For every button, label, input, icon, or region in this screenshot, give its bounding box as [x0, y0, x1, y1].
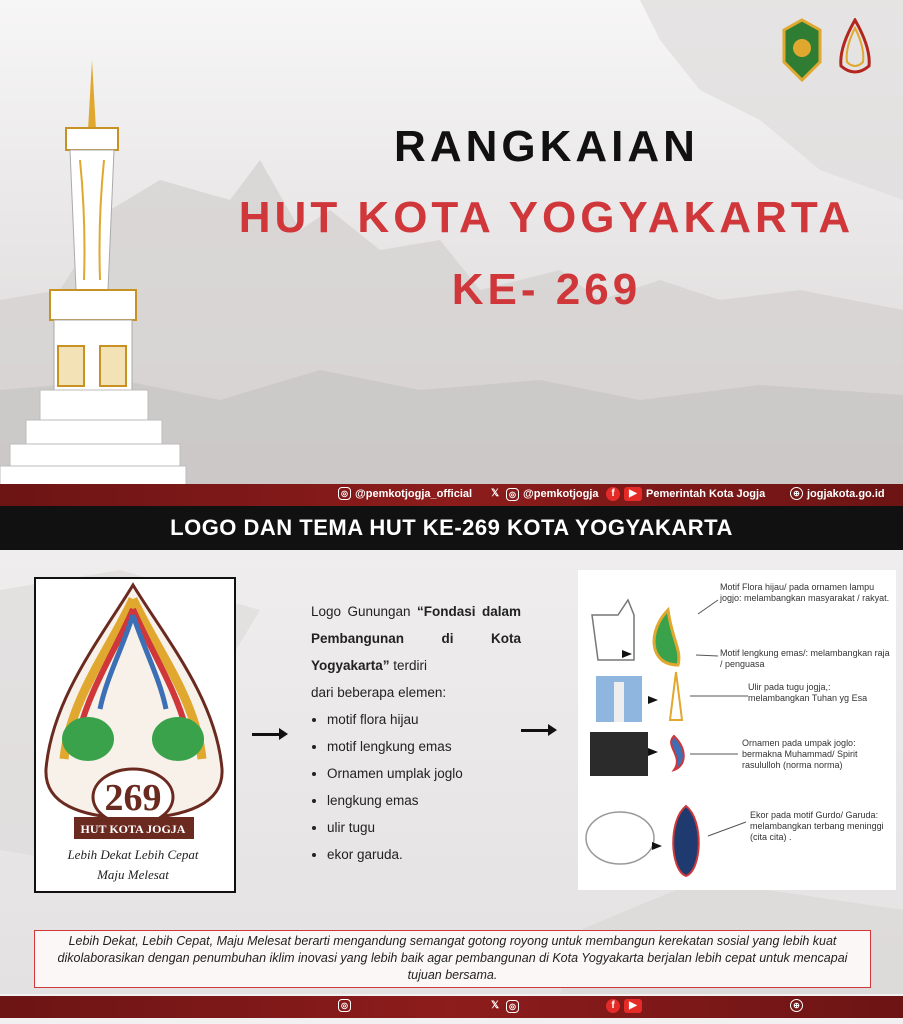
globe-icon: ⊕	[790, 487, 803, 500]
logo-tagline-line1: Lebih Dekat Lebih Cepat	[67, 847, 199, 862]
list-item: • Ornamen umplak joglo	[327, 760, 521, 787]
youtube-icon: ▶	[624, 999, 642, 1013]
globe-icon: ⊕	[790, 999, 803, 1012]
arrow-right-icon	[521, 729, 551, 732]
website-link[interactable]	[790, 999, 803, 1012]
hut-gunungan-mini-logo	[835, 18, 875, 82]
poster-title-line3: KE- 269	[451, 265, 642, 314]
element-explanation-panel	[578, 570, 896, 890]
list-item: • motif flora hijau	[327, 706, 521, 733]
gunungan-logo	[36, 579, 234, 891]
x-twitter-icon: 𝕏	[490, 488, 500, 499]
instagram-icon: ◎	[338, 487, 351, 500]
arrow-right-icon	[252, 733, 282, 736]
panel-note-lengkung: Motif lengkung emas/: melambangkan raja / penguasa	[720, 648, 890, 669]
description-intro: Logo Gunungan “Fondasi dalam Pembangunan di Kota Yogyakarta” terdiri	[311, 604, 521, 673]
twitter-instagram-link[interactable]	[488, 999, 519, 1013]
list-item: • lengkung emas	[327, 787, 521, 814]
instagram-link[interactable]	[338, 999, 351, 1012]
list-item: • ulir tugu	[327, 814, 521, 841]
panel-note-umpak: Ornamen pada umpak joglo: bermakna Muhammad/ Spirit rasululloh (norma norma)	[742, 738, 858, 770]
instagram-icon: ◎	[338, 999, 351, 1012]
facebook-icon: f	[606, 999, 620, 1013]
panel-note-garuda: Ekor pada motif Gurdo/ Garuda: melambangkan terbang meninggi (cita cita) .	[750, 810, 884, 842]
facebook-icon: f	[606, 487, 620, 501]
x-twitter-icon: 𝕏	[490, 1000, 500, 1011]
facebook-youtube-handle[interactable]: f ▶ Pemerintah Kota Jogja	[606, 487, 765, 501]
instagram-handle[interactable]: ◎ @pemkotjogja_official	[338, 487, 472, 500]
poster-title-line1: RANGKAIAN	[394, 122, 699, 171]
logo-number: 269	[104, 777, 162, 819]
element-list	[311, 706, 521, 868]
description-intro-line2: dari beberapa elemen:	[311, 685, 447, 700]
logo-tagline-line2: Maju Melesat	[97, 867, 169, 882]
social-bar-top	[0, 484, 903, 506]
facebook-youtube-link[interactable]	[606, 999, 642, 1013]
section-header: LOGO DAN TEMA HUT KE-269 KOTA YOGYAKARTA	[0, 506, 903, 550]
youtube-icon: ▶	[624, 487, 642, 501]
poster-title-line2: HUT KOTA YOGYAKARTA	[238, 193, 855, 242]
instagram-icon: ◎	[506, 488, 519, 501]
panel-note-flora: Motif Flora hijau/ pada ornamen lampu jogjo: melambangkan masyarakat / rakyat.	[720, 582, 890, 603]
panel-note-ulir: Ulir pada tugu jogja,: melambangkan Tuhan yg Esa	[748, 682, 868, 703]
twitter-instagram-handle[interactable]: 𝕏 ◎ @pemkotjogja	[488, 487, 599, 501]
list-item: • ekor garuda.	[327, 841, 521, 868]
social-bar-bottom	[0, 996, 903, 1018]
hut-logo-card	[34, 577, 236, 893]
list-item: • motif lengkung emas	[327, 733, 521, 760]
poster-top	[0, 0, 903, 484]
instagram-icon: ◎	[506, 1000, 519, 1013]
tugu-monument-illustration	[0, 60, 190, 484]
logo-banner: HUT KOTA JOGJA	[80, 822, 186, 836]
logo-description	[311, 598, 521, 868]
theme-explanation: Lebih Dekat, Lebih Cepat, Maju Melesat berarti mengandung semangat gotong royong untuk membangun kerekatan sosial yang lebih kuat dikolaborasikan dengan penumbuhan iklim inovasi yang lebih baik agar pembangunan di Kota Yogyakarta berjalan lebih cepat untuk mencapai tujuan bersama.	[34, 930, 871, 988]
kota-yogyakarta-emblem	[780, 18, 824, 82]
website-link[interactable]: ⊕ jogjakota.go.id	[790, 487, 885, 500]
